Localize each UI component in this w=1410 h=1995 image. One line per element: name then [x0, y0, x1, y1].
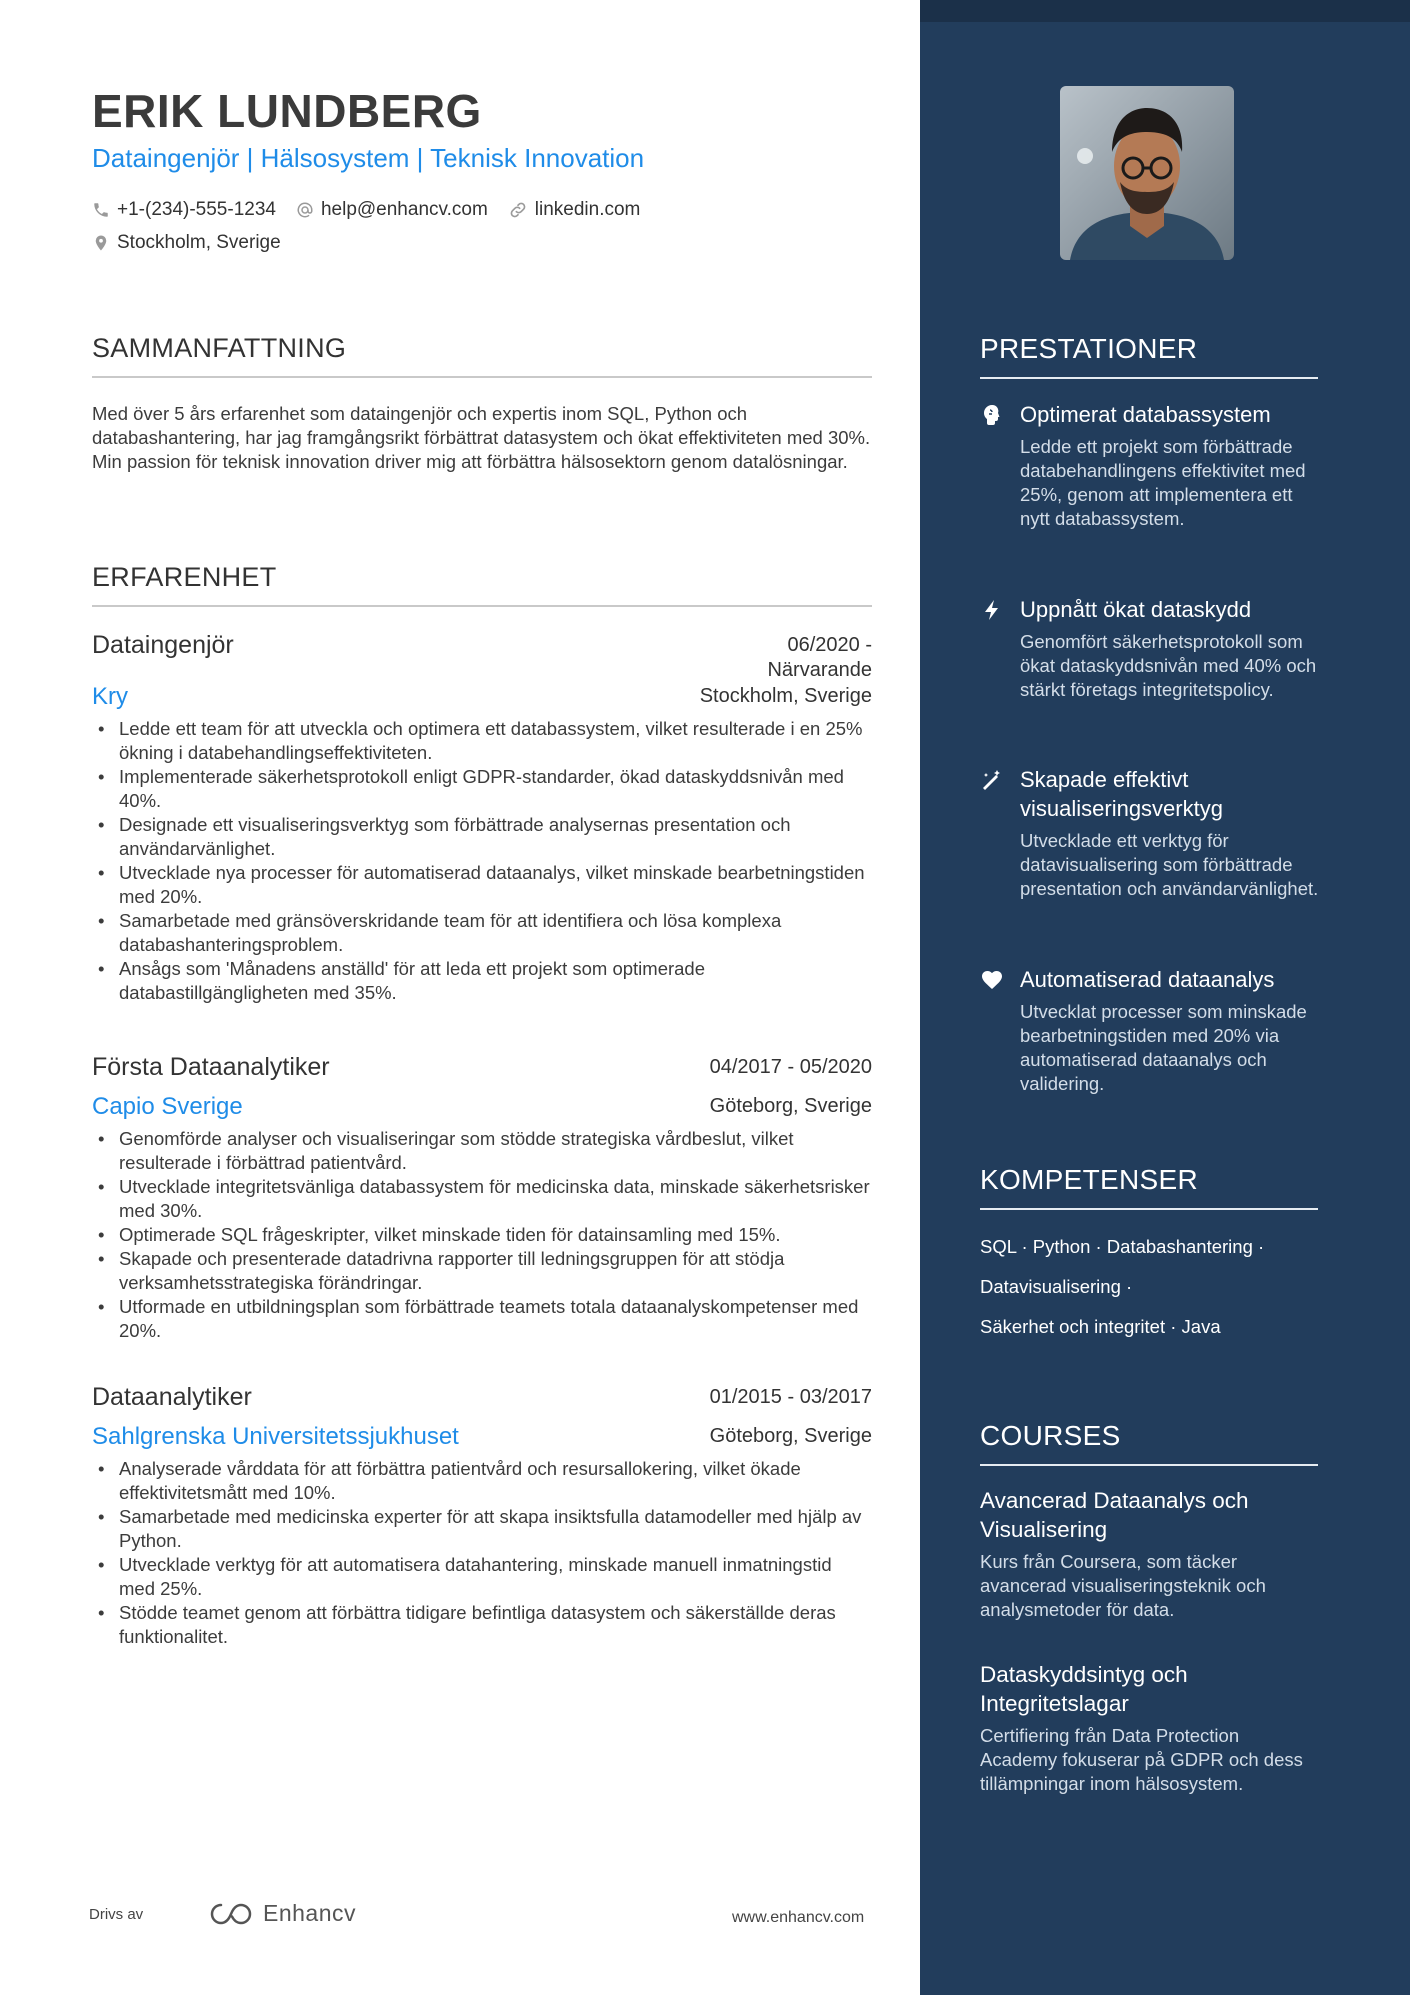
- skills-line: Datavisualisering ·: [980, 1276, 1133, 1297]
- skills-heading: KOMPETENSER: [980, 1164, 1318, 1210]
- powered-by-label: Drivs av: [89, 1906, 144, 1923]
- bullet-item: • Utvecklade integritetsvänliga databassystem för medicinska data, minskade säkerhetsrisker med 30%.: [92, 1175, 872, 1223]
- experience-heading: ERFARENHET: [92, 562, 872, 607]
- linkedin-contact[interactable]: [508, 199, 641, 221]
- email-text: help@enhancv.com: [320, 199, 488, 220]
- bullet-item: • Samarbetade med medicinska experter för att skapa insiktsfulla datamodeller med hjälp av Python.: [92, 1505, 872, 1553]
- achievement-item: [980, 765, 1320, 901]
- job-date: 01/2015 - 03/2017: [709, 1386, 872, 1408]
- bullet-item: • Ansågs som 'Månadens anställd' för att leda ett projekt som optimerade databastillgängligheten med 35%.: [92, 957, 872, 1005]
- achievement-desc: Utvecklat processer som minskade bearbetningstiden med 20% via automatiserad dataanalys och validering.: [1020, 1001, 1307, 1094]
- bullet-item: • Genomförde analyser och visualiseringar som stödde strategiska vårdbeslut, vilket resulterade i förbättrad patientvård.: [92, 1127, 872, 1175]
- bullet-item: • Skapade och presenterade datadrivna rapporter till ledningsgruppen för att stödja verksamhetsstrategiska förändringar.: [92, 1247, 872, 1295]
- achievement-item: [980, 400, 1320, 531]
- avatar: [1060, 86, 1234, 260]
- job-bullets: [92, 717, 872, 1005]
- job-title: Första Dataanalytiker: [92, 1053, 330, 1081]
- enhancv-logo-icon: [207, 1901, 255, 1927]
- job-location: Göteborg, Sverige: [709, 1425, 872, 1447]
- heart-icon: [980, 968, 1004, 992]
- email-contact[interactable]: [296, 199, 488, 221]
- job-bullets: [92, 1127, 872, 1343]
- skills-line: SQL · Python · Databashantering ·: [980, 1236, 1265, 1257]
- bullet-item: • Utvecklade verktyg för att automatisera datahantering, minskade manuell inmatningstid med 25%.: [92, 1553, 872, 1601]
- achievement-item: [980, 965, 1320, 1096]
- bullet-item: • Utformade en utbildningsplan som förbättrade teamets totala dataanalyskompetenser med 20%.: [92, 1295, 872, 1343]
- achievement-title: Skapade effektivt visualiseringsverktyg: [1020, 767, 1223, 821]
- enhancv-logo[interactable]: [207, 1900, 356, 1927]
- course-desc: Kurs från Coursera, som täcker avancerad visualiseringsteknik och analysmetoder för data.: [980, 1551, 1266, 1620]
- job-entry: [92, 631, 872, 1005]
- job-company[interactable]: Sahlgrenska Universitetssjukhuset: [92, 1423, 459, 1450]
- brand-name: Enhancv: [263, 1900, 357, 1926]
- candidate-name: ERIK LUNDBERG: [92, 85, 482, 137]
- bullet-item: • Optimerade SQL frågeskripter, vilket minskade tiden för datainsamling med 15%.: [92, 1223, 872, 1247]
- bullet-item: • Implementerade säkerhetsprotokoll enligt GDPR-standarder, ökad dataskyddsnivån med 40%.: [92, 765, 872, 813]
- magic-wand-icon: [980, 768, 1004, 792]
- job-location: Göteborg, Sverige: [709, 1095, 872, 1117]
- job-bullets: [92, 1457, 872, 1649]
- job-location: Stockholm, Sverige: [699, 685, 872, 707]
- job-company[interactable]: Capio Sverige: [92, 1093, 243, 1120]
- bullet-item: • Ledde ett team för att utveckla och optimera ett databassystem, vilket resulterade i en 25% ökning i databehandlingseffektiviteten.: [92, 717, 872, 765]
- achievement-desc: Ledde ett projekt som förbättrade databehandlingens effektivitet med 25%, genom att implementera ett nytt databassystem.: [1020, 436, 1306, 529]
- achievement-desc: Utvecklade ett verktyg för datavisualisering som förbättrade presentation och användarvänlighet.: [1020, 830, 1319, 899]
- bullet-item: • Analyserade vårddata för att förbättra patientvård och resursallokering, vilket ökade effektivitetsmått med 10%.: [92, 1457, 872, 1505]
- phone-icon: [92, 201, 110, 219]
- phone-text: +1-(234)-555-1234: [117, 199, 276, 220]
- bullet-item: • Stödde teamet genom att förbättra tidigare befintliga datasystem och säkerställde deras funktionalitet.: [92, 1601, 872, 1649]
- course-desc: Certifiering från Data Protection Academy fokuserar på GDPR och dess tillämpningar inom hälsosystem.: [980, 1725, 1303, 1794]
- job-date: 06/2020 - Närvarande: [767, 634, 872, 681]
- achievement-title: Uppnått ökat dataskydd: [1020, 597, 1252, 622]
- summary-text: Med över 5 års erfarenhet som dataingenjör och expertis inom SQL, Python och databashantering, har jag framgångsrikt förbättrat datasystem och ökat effektiviteten med 30%. Min passion för teknisk innovation driver mig att förbättra hälsosektorn genom datalösningar.: [92, 403, 871, 472]
- lightning-icon: [980, 598, 1004, 622]
- achievement-desc: Genomfört säkerhetsprotokoll som ökat dataskyddsnivån med 40% och stärkt företags integritetspolicy.: [1020, 631, 1317, 700]
- phone-contact[interactable]: [92, 199, 276, 221]
- job-entry: [92, 1053, 872, 1343]
- job-entry: [92, 1383, 872, 1649]
- course-item: [980, 1486, 1320, 1622]
- linkedin-text: linkedin.com: [534, 199, 641, 220]
- location-pin-icon: [92, 233, 110, 253]
- contact-info: [92, 196, 892, 262]
- at-icon: [296, 201, 314, 219]
- course-title: Dataskyddsintyg och Integritetslagar: [980, 1662, 1188, 1716]
- achievement-title: Automatiserad dataanalys: [1020, 967, 1275, 992]
- job-date: 04/2017 - 05/2020: [709, 1056, 872, 1078]
- summary-heading: SAMMANFATTNING: [92, 333, 872, 378]
- location-contact: [92, 232, 281, 254]
- bullet-item: • Designade ett visualiseringsverktyg som förbättrade analysernas presentation och användarvänlighet.: [92, 813, 872, 861]
- course-item: [980, 1660, 1320, 1796]
- achievement-item: [980, 595, 1320, 702]
- job-title: Dataanalytiker: [92, 1383, 252, 1411]
- candidate-subtitle: Dataingenjör | Hälsosystem | Teknisk Innovation: [92, 143, 645, 173]
- location-text: Stockholm, Sverige: [117, 232, 281, 253]
- brain-icon: [980, 403, 1004, 427]
- skills-line: Säkerhet och integritet · Java: [980, 1316, 1221, 1337]
- achievements-heading: PRESTATIONER: [980, 333, 1318, 379]
- link-icon: [508, 200, 528, 220]
- course-title: Avancerad Dataanalys och Visualisering: [980, 1488, 1249, 1542]
- job-company[interactable]: Kry: [92, 683, 128, 710]
- sidebar-top-strip: [920, 0, 1410, 22]
- bullet-item: • Samarbetade med gränsöverskridande team för att identifiera och lösa komplexa databashanteringsproblem.: [92, 909, 872, 957]
- job-title: Dataingenjör: [92, 631, 234, 659]
- footer-url[interactable]: www.enhancv.com: [732, 1909, 865, 1926]
- courses-heading: COURSES: [980, 1420, 1318, 1466]
- bullet-item: • Utvecklade nya processer för automatiserad dataanalys, vilket minskade bearbetningstiden med 20%.: [92, 861, 872, 909]
- skills-list: [980, 1227, 1300, 1347]
- achievement-title: Optimerat databassystem: [1020, 402, 1271, 427]
